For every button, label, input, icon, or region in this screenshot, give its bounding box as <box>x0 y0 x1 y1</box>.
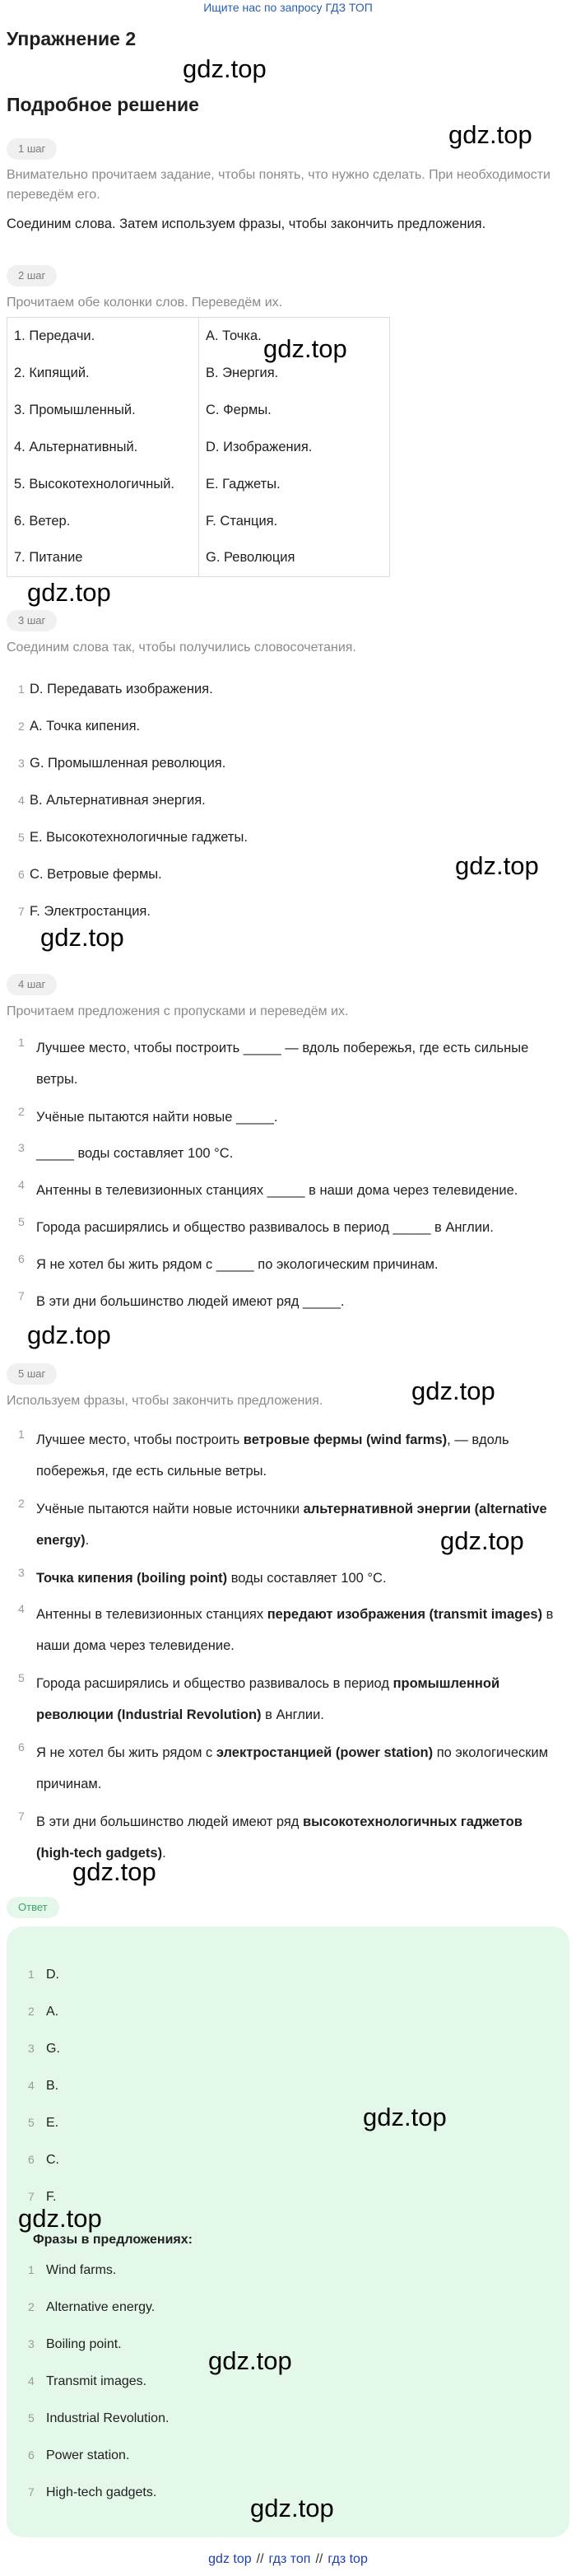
step-note: Соединим слова так, чтобы получились словосочетания. <box>7 641 356 654</box>
list-item: 5 E. <box>28 2116 59 2130</box>
list-item-text: A. Точка кипения. <box>30 719 141 734</box>
answer-badge: Ответ <box>7 1897 59 1918</box>
step-badge: 2 шаг <box>7 265 57 286</box>
table-row <box>7 392 390 429</box>
table-cell: 1. Передачи. <box>7 318 199 355</box>
table-cell: F. Станция. <box>206 513 278 529</box>
answer-letters-list <box>23 1956 517 2215</box>
step-note: Прочитаем обе колонки слов. Переведём их. <box>7 296 283 310</box>
list-item-text: _____ воды составляет 100 °C. <box>36 1146 234 1161</box>
list-item: 1 D. <box>28 1968 59 1982</box>
list-item: 2 A. Точка кипения. <box>18 719 141 734</box>
step-badge: 3 шаг <box>7 610 57 631</box>
table-row <box>7 466 390 503</box>
list-item-text: E. <box>46 2116 59 2130</box>
list-item-text: B. <box>46 2079 59 2093</box>
table-cell: A. Точка. <box>206 328 262 343</box>
list-item: 4 B. <box>28 2079 59 2093</box>
table-cell: 5. Высокотехнологичный. <box>7 466 199 503</box>
watermark: gdz.top <box>40 923 124 952</box>
list-item: 7 F. <box>28 2190 57 2204</box>
list-item: 6 Power station. <box>28 2448 130 2462</box>
word-columns-table <box>7 317 390 577</box>
exercise-title: Упражнение 2 <box>7 28 137 49</box>
list-item-text: Антенны в телевизионных станциях _____ в наши дома через телевидение. <box>36 1183 518 1198</box>
list-item-text: Я не хотел бы жить рядом с _____ по экологическим причинам. <box>36 1257 439 1272</box>
list-item: 3 G. <box>28 2042 60 2056</box>
table-cell: C. Фермы. <box>206 402 272 417</box>
table-row <box>7 503 390 540</box>
list-item: 1 Лучшее место, чтобы построить _____ — вдоль побережья, где есть сильные ветры. <box>7 1031 569 1092</box>
table-cell: 7. Питание <box>7 540 199 577</box>
list-item-text: B. Альтернативная энергия. <box>30 793 206 808</box>
table-cell: 2. Кипящий. <box>7 355 199 392</box>
list-item-text: Антенны в телевизионных станциях передают изображения (transmit images) в наши дома через телевидение. <box>36 1607 554 1653</box>
list-item: 2 Alternative energy. <box>28 2300 156 2314</box>
answer-phrases-list <box>23 2252 517 2511</box>
footer-link[interactable]: гдз top <box>327 2552 368 2566</box>
list-item-text: High-tech gadgets. <box>46 2485 157 2499</box>
list-item-text: F. Электростанция. <box>30 904 151 919</box>
list-item-text: В эти дни большинство людей имеют ряд высокотехнологичных гаджетов (high-tech gadgets). <box>36 1814 523 1861</box>
step-badge: 5 шаг <box>7 1363 57 1385</box>
list-item-text: Я не хотел бы жить рядом с электростанцией (power station) по экологическим причинам. <box>36 1745 549 1791</box>
table-cell: E. Гаджеты. <box>206 476 281 491</box>
list-item: 6 C. Ветровые фермы. <box>18 867 162 882</box>
table-row <box>7 318 390 355</box>
list-item-text: Boiling point. <box>46 2337 122 2351</box>
phrases-title: Фразы в предложениях: <box>33 2233 193 2247</box>
footer-separator: // <box>315 2552 323 2566</box>
table-cell: G. Революция <box>206 550 295 566</box>
list-item: 5 E. Высокотехнологичные гаджеты. <box>18 830 248 845</box>
watermark: gdz.top <box>72 1857 156 1886</box>
list-item-text: В эти дни большинство людей имеют ряд _____. <box>36 1294 345 1309</box>
watermark: gdz.top <box>18 2204 102 2233</box>
list-item: 1 Wind farms. <box>28 2263 117 2277</box>
list-item: 2 A. <box>28 2005 59 2019</box>
table-cell: D. Изображения. <box>206 439 313 454</box>
list-item: 7 High-tech gadgets. <box>28 2485 157 2499</box>
list-item-text: Учёные пытаются найти новые источники альтернативной энергии (alternative energy). <box>36 1502 547 1548</box>
watermark: gdz.top <box>250 2494 334 2522</box>
step-note: Используем фразы, чтобы закончить предложения. <box>7 1394 323 1408</box>
list-item-text: Города расширялись и общество развивалось в период _____ в Англии. <box>36 1220 494 1235</box>
list-item-text: G. Промышленная революция. <box>30 756 226 771</box>
list-item: 6 C. <box>28 2153 59 2167</box>
watermark: gdz.top <box>455 851 539 880</box>
list-item: 4 B. Альтернативная энергия. <box>18 793 206 808</box>
list-item: 3 Boiling point. <box>28 2337 122 2351</box>
watermark: gdz.top <box>263 334 347 363</box>
step-note: Внимательно прочитаем задание, чтобы понять, что нужно сделать. При необходимости переведём его. <box>7 168 550 202</box>
footer-separator: // <box>256 2552 264 2566</box>
list-item-text: Industrial Revolution. <box>46 2411 170 2425</box>
table-cell: 3. Промышленный. <box>7 392 199 429</box>
step-badge: 4 шаг <box>7 974 57 995</box>
top-banner-link[interactable]: Ищите нас по запросу ГДЗ ТОП <box>203 1 373 14</box>
step-badge: 1 шаг <box>7 138 57 160</box>
list-item: 3 G. Промышленная революция. <box>18 756 226 771</box>
footer-links <box>0 2552 576 2567</box>
watermark: gdz.top <box>363 2103 447 2131</box>
list-item-text: C. <box>46 2153 59 2167</box>
list-item-text: D. <box>46 1968 59 1982</box>
list-item-text: Точка кипения (boiling point) воды составляет 100 °C. <box>36 1571 387 1586</box>
list-item-text: F. <box>46 2190 57 2204</box>
list-item-text: Лучшее место, чтобы построить _____ — вдоль побережья, где есть сильные ветры. <box>36 1041 529 1087</box>
list-item-text: E. Высокотехнологичные гаджеты. <box>30 830 248 845</box>
table-row <box>7 429 390 466</box>
section-title: Подробное решение <box>7 94 199 115</box>
table-row <box>7 540 390 577</box>
list-item: 4 Transmit images. <box>28 2374 147 2388</box>
table-cell: 6. Ветер. <box>7 503 199 540</box>
watermark: gdz.top <box>448 120 532 149</box>
list-item-text: Города расширялись и общество развивалось в период промышленной революции (Industrial Revolution) в Англии. <box>36 1676 500 1722</box>
watermark: gdz.top <box>440 1526 524 1555</box>
table-cell: 4. Альтернативный. <box>7 429 199 466</box>
matched-phrases-list <box>7 671 569 930</box>
list-item-text: Power station. <box>46 2448 130 2462</box>
list-item: 1 D. Передавать изображения. <box>18 682 213 696</box>
list-item-text: Лучшее место, чтобы построить ветровые фермы (wind farms), — вдоль побережья, где есть сильные ветры. <box>36 1432 509 1479</box>
step-note: Прочитаем предложения с пропусками и переведём их. <box>7 1004 349 1018</box>
watermark: gdz.top <box>183 54 267 83</box>
list-item-text: Учёные пытаются найти новые _____. <box>36 1110 278 1125</box>
list-item-text: G. <box>46 2042 60 2056</box>
watermark: gdz.top <box>27 578 111 607</box>
list-item: 7 F. Электростанция. <box>18 904 151 919</box>
watermark: gdz.top <box>27 1321 111 1349</box>
watermark: gdz.top <box>411 1377 495 1405</box>
step-text: Соединим слова. Затем используем фразы, чтобы закончить предложения. <box>7 217 486 231</box>
table-row <box>7 355 390 392</box>
list-item-text: Wind farms. <box>46 2263 117 2277</box>
list-item-text: D. Передавать изображения. <box>30 682 213 696</box>
footer-link[interactable]: гдз топ <box>268 2552 311 2566</box>
list-item-text: Alternative energy. <box>46 2300 156 2314</box>
watermark: gdz.top <box>208 2346 292 2375</box>
list-item: 5 Industrial Revolution. <box>28 2411 170 2425</box>
list-item-text: Transmit images. <box>46 2374 147 2388</box>
footer-link[interactable]: gdz top <box>208 2552 252 2566</box>
list-item-text: C. Ветровые фермы. <box>30 867 162 882</box>
table-cell: B. Энергия. <box>206 365 279 380</box>
list-item-text: A. <box>46 2005 59 2019</box>
